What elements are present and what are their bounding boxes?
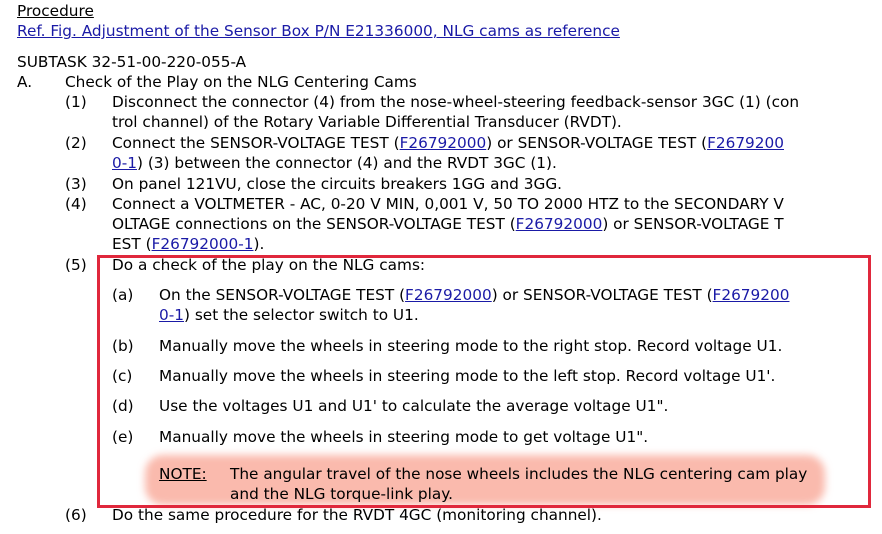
step-text-part: Connect the SENSOR-VOLTAGE TEST (	[112, 134, 400, 152]
substep-text	[159, 285, 789, 305]
step-text: Do the same procedure for the RVDT 4GC (monitoring channel).	[112, 506, 602, 524]
step-number: (1)	[65, 93, 87, 111]
subtask-id: SUBTASK 32-51-00-220-055-A	[17, 53, 247, 71]
step-text-part: ) or SENSOR-VOLTAGE T	[602, 215, 784, 233]
step-number: (4)	[65, 195, 87, 213]
step-text: Disconnect the connector (4) from the nose-wheel-steering feedback-sensor 3GC (1) (con	[112, 93, 800, 111]
procedure-heading: Procedure	[17, 2, 94, 20]
step-text-part: OLTAGE connections on the SENSOR-VOLTAGE TEST (	[112, 215, 516, 233]
substep-text: Use the voltages U1 and U1' to calculate the average voltage U1".	[159, 397, 669, 415]
note-label: NOTE:	[159, 465, 207, 483]
substep-number: (a)	[112, 286, 134, 304]
step-number: (3)	[65, 175, 87, 193]
substep-number: (b)	[112, 337, 134, 355]
tool-link[interactable]: F2679200	[707, 134, 784, 152]
step-text-part: EST (	[112, 235, 152, 253]
step-text: On panel 121VU, close the circuits breakers 1GG and 3GG.	[112, 175, 563, 193]
step-text: Do a check of the play on the NLG cams:	[112, 256, 426, 274]
step-text: Connect a VOLTMETER - AC, 0-20 V MIN, 0,001 V, 50 TO 2000 HTZ to the SECONDARY V	[112, 195, 784, 213]
step-text-part: ) or SENSOR-VOLTAGE TEST (	[486, 134, 708, 152]
tool-link[interactable]: F26792000	[515, 215, 603, 233]
note-text: and the NLG torque-link play.	[230, 485, 453, 503]
substep-number: (e)	[112, 428, 134, 446]
substep-text-part: ) or SENSOR-VOLTAGE TEST (	[491, 286, 713, 304]
step-number: (2)	[65, 134, 87, 152]
tool-link[interactable]: F26792000	[399, 134, 487, 152]
tool-link[interactable]: F2679200	[712, 286, 790, 304]
step-number: (6)	[65, 506, 87, 524]
substep-text: Manually move the wheels in steering mode to get voltage U1".	[159, 428, 649, 446]
tool-link[interactable]: F26792000-1	[151, 235, 254, 253]
substep-text-part: ) set the selector switch to U1.	[184, 306, 419, 324]
step-text	[112, 234, 264, 254]
substep-number: (d)	[112, 397, 134, 415]
substep-text: Manually move the wheels in steering mode to the right stop. Record voltage U1.	[159, 337, 783, 355]
section-letter: A.	[17, 73, 33, 91]
tool-link[interactable]: 0-1	[159, 306, 184, 324]
tool-link[interactable]: F26792000	[405, 286, 492, 304]
step-text-part: ).	[253, 235, 265, 253]
note-text: The angular travel of the nose wheels includes the NLG centering cam play	[230, 465, 808, 483]
step-text	[112, 214, 784, 234]
step-text-part: ) (3) between the connector (4) and the RVDT 3GC (1).	[137, 154, 557, 172]
tool-link[interactable]: 0-1	[112, 154, 137, 172]
substep-text-part: On the SENSOR-VOLTAGE TEST (	[159, 286, 406, 304]
step-number: (5)	[65, 256, 87, 274]
section-title: Check of the Play on the NLG Centering Cams	[65, 73, 417, 91]
substep-number: (c)	[112, 367, 133, 385]
step-text: trol channel) of the Rotary Variable Differential Transducer (RVDT).	[112, 113, 622, 131]
substep-text: Manually move the wheels in steering mode to the left stop. Record voltage U1'.	[159, 367, 776, 385]
substep-text	[159, 305, 419, 325]
step-text	[112, 153, 557, 173]
figure-reference-link[interactable]: Ref. Fig. Adjustment of the Sensor Box P/N E21336000, NLG cams as reference	[17, 22, 620, 40]
step-text	[112, 133, 784, 153]
